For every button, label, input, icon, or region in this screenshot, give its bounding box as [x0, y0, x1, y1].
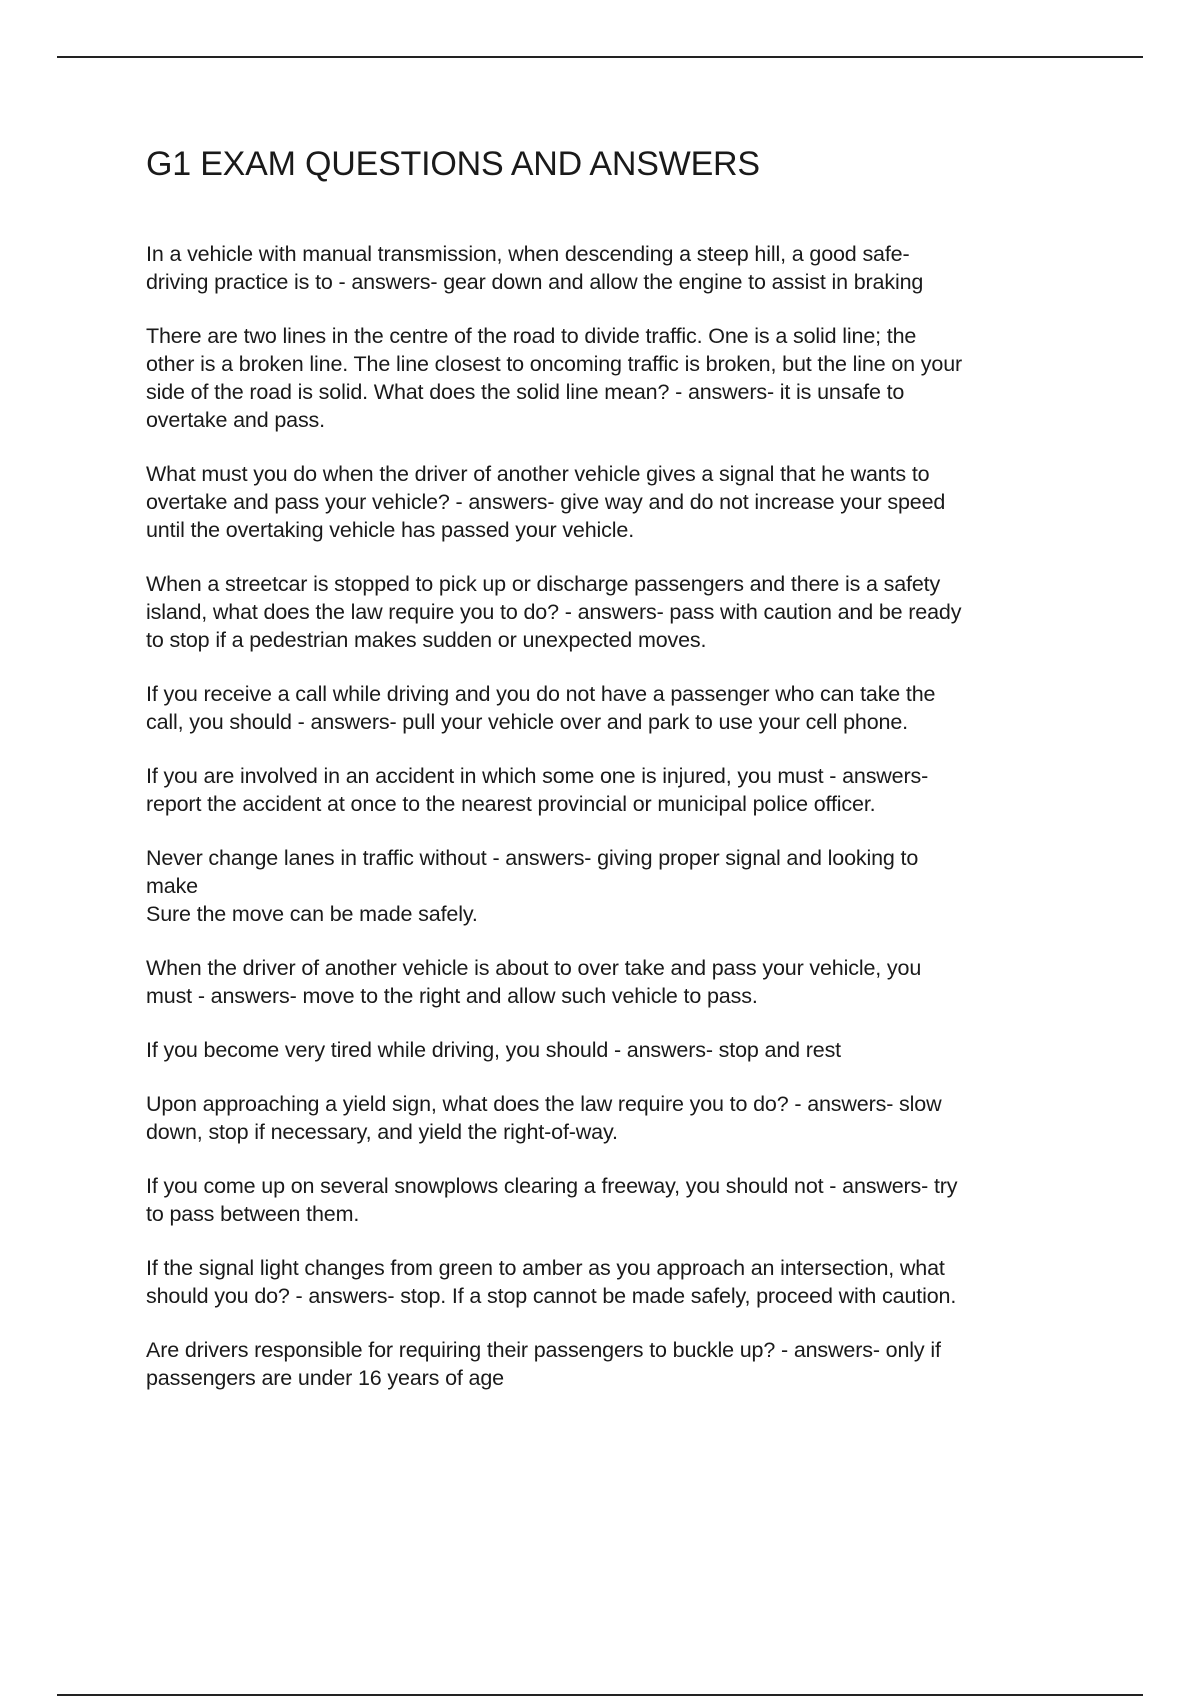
qa-item: If you come up on several snowplows clearing a freeway, you should not - answers- try to pass between them. — [146, 1174, 958, 1226]
document-body — [146, 140, 1096, 1418]
qa-item: Are drivers responsible for requiring their passengers to buckle up? - answers- only if passengers are under 16 years of age — [146, 1338, 941, 1390]
qa-item: Never change lanes in traffic without - answers- giving proper signal and looking to make Sure the move can be made safely. — [146, 846, 919, 926]
qa-item: In a vehicle with manual transmission, when descending a steep hill, a good safe- driving practice is to - answers- gear down and allow the engine to assist in braking — [146, 242, 924, 294]
qa-item: If the signal light changes from green to amber as you approach an intersection, what should you do? - answers- stop. If a stop cannot be made safely, proceed with caution. — [146, 1256, 957, 1308]
qa-item: If you become very tired while driving, you should - answers- stop and rest — [146, 1038, 841, 1062]
qa-item: What must you do when the driver of another vehicle gives a signal that he wants to overtake and pass your vehicle? - answers- give way and do not increase your speed until the overtaking vehicle has passed your vehicle. — [146, 462, 946, 542]
bottom-divider — [57, 1694, 1143, 1696]
document-title: G1 EXAM QUESTIONS AND ANSWERS — [146, 145, 760, 183]
qa-item: If you receive a call while driving and you do not have a passenger who can take the call, you should - answers- pull your vehicle over and park to use your cell phone. — [146, 682, 936, 734]
qa-item: There are two lines in the centre of the road to divide traffic. One is a solid line; the other is a broken line. The line closest to oncoming traffic is broken, but the line on your side of the road is solid. What does the solid line mean? - answers- it is unsafe to overtake and pass. — [146, 324, 963, 432]
top-divider — [57, 56, 1143, 58]
qa-item: When a streetcar is stopped to pick up or discharge passengers and there is a safety island, what does the law require you to do? - answers- pass with caution and be ready to stop if a pedestrian makes sudden or unexpected moves. — [146, 572, 962, 652]
qa-item: When the driver of another vehicle is about to over take and pass your vehicle, you must - answers- move to the right and allow such vehicle to pass. — [146, 956, 922, 1008]
qa-item: If you are involved in an accident in which some one is injured, you must - answers- report the accident at once to the nearest provincial or municipal police officer. — [146, 764, 929, 816]
qa-item: Upon approaching a yield sign, what does the law require you to do? - answers- slow down, stop if necessary, and yield the right-of-way. — [146, 1092, 942, 1144]
